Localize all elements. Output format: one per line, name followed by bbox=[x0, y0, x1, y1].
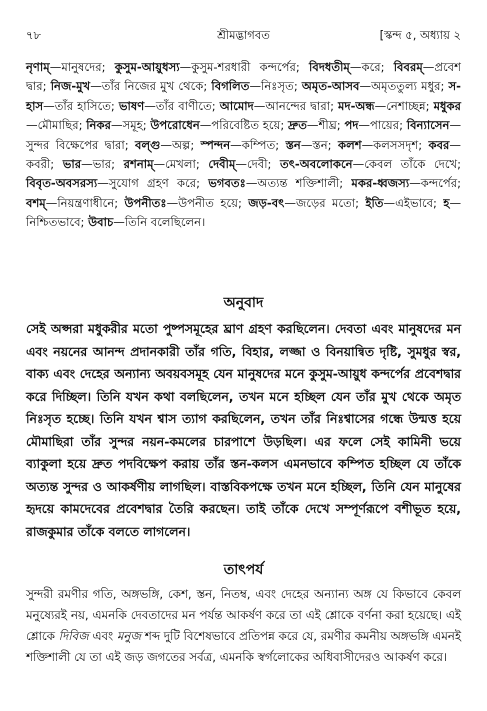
synonym-meaning: নিশ্চিতভাবে; bbox=[26, 215, 85, 230]
synonym-word: বিবরম্ bbox=[393, 60, 423, 74]
synonym-word: উবাচ bbox=[88, 215, 114, 230]
synonym-meaning: কন্দর্পের; bbox=[420, 176, 462, 191]
synonym-word: মদ-অন্ধ bbox=[338, 98, 375, 113]
synonym-meaning: কম্পিত; bbox=[241, 137, 280, 152]
synonym-meaning: কবরী; bbox=[26, 157, 55, 172]
purport-text bbox=[26, 584, 461, 668]
synonym-word: দ্রুত bbox=[288, 118, 307, 133]
synonym-meaning: ভার; bbox=[92, 157, 116, 172]
purport-part: সুন্দরী রমণীর গতি, অঙ্গভঙ্গি, কেশ, স্তন, নিতম্ব, এবং দেহের অন্যান্য অঙ্গ যে কিভাবে কেবল মনুষ্যেরই নয়, এমনকি দেবতাদের মন পর্যন্ত আকর্ষণ করে তা এই শ্লোকে বর্ণনা করা হয়েছে। এই শ্লোকে bbox=[26, 587, 461, 643]
synonym-word: জড়-বৎ bbox=[248, 195, 285, 210]
synonym-word: স্পন্দন bbox=[200, 137, 231, 152]
synonym-word: দেবীম্ bbox=[208, 157, 236, 172]
synonym-meaning: মৌমাছির; bbox=[37, 118, 83, 133]
synonym-word: রশনাম্ bbox=[123, 157, 154, 172]
synonym-meaning: তাঁর নিজের মুখ থেকে; bbox=[101, 79, 208, 94]
synonym-word: উপনীতঃ bbox=[124, 195, 167, 210]
synonym-word: হ bbox=[443, 195, 450, 210]
synonym-meaning: তাঁর বাণীতে; bbox=[155, 98, 216, 113]
synonym-word: বশম্ bbox=[26, 195, 46, 210]
translation-text: সেই অপ্সরা মধুকরীর মতো পুষ্পসমূহের ঘ্রাণ গ্রহণ করছিলেন। দেবতা এবং মানুষদের মন এবং নয়নের আনন্দ প্রদানকারী তাঁর গতি, বিহার, লজ্জা ও বিনয়ান্বিত দৃষ্টি, সুমধুর স্বর, বাক্য এবং দেহের অন্যান্য অবয়বসমূহ যেন মানুষদের মনে কুসুম-আয়ুধ কন্দর্পের প্রবেশদ্বার করে দিচ্ছিল। তিনি যখন কথা বলছিলেন, তখন মনে হচ্ছিল যেন তাঁর মুখ থেকে অমৃত নিঃসৃত হচ্ছে। তিনি যখন শ্বাস ত্যাগ করছিলেন, তখন তাঁর নিঃশ্বাসের গন্ধে উন্মত্ত হয়ে মৌমাছিরা তাঁর সুন্দর নয়ন-কমলের চারপাশে উড়ছিল। এর ফলে সেই কামিনী ভয়ে ব্যাকুলা হয়ে দ্রুত পদবিক্ষেপ করায় তাঁর স্তন-কলস এমনভাবে কম্পিত হচ্ছিল যে তাঁকে অত্যন্ত সুন্দর ও আকর্ষণীয় লাগছিল। বাস্তবিকপক্ষে তখন মনে হচ্ছিল, তিনি যেন মানুষের হৃদয়ে কামদেবের প্রবেশদ্বার তৈরি করছেন। তাই তাঁকে দেখে সম্পূর্ণরূপে বশীভূত হয়ে, রাজকুমার তাঁকে বলতে লাগলেন। bbox=[26, 321, 461, 539]
purport-part: এবং bbox=[92, 629, 114, 643]
synonym-word: নিজ-মুখ bbox=[50, 79, 91, 94]
translation-heading: অনুবাদ bbox=[223, 295, 264, 311]
synonym-word: বিবৃত-অবসরস্য bbox=[26, 176, 98, 191]
synonym-meaning: জড়ের মতো; bbox=[295, 195, 360, 210]
synonym-meaning: শীঘ্র; bbox=[318, 118, 341, 133]
synonym-meaning: আনন্দের দ্বারা; bbox=[265, 98, 335, 113]
synonym-word: মকর-ধ্বজস্য bbox=[351, 176, 410, 191]
purport-heading: তাৎপর্য bbox=[223, 562, 264, 578]
synonym-word: অমৃত-আসব bbox=[301, 79, 360, 94]
synonym-meaning: অল্প; bbox=[172, 137, 195, 152]
synonym-word: কলশ bbox=[337, 137, 362, 152]
synonym-meaning: স্তন; bbox=[312, 137, 332, 152]
synonym-word: কুসুম-আয়ুধস্য bbox=[114, 60, 180, 74]
synonym-meaning: নিঃসৃত; bbox=[261, 79, 298, 94]
synonym-word: বল্গু bbox=[135, 137, 161, 152]
synonym-meaning: কুসুম-শরধারী কন্দর্পের; bbox=[191, 60, 300, 74]
synonym-meaning: নিয়ন্ত্রণাধীনে; bbox=[57, 195, 119, 210]
synonym-meaning: এইভাবে; bbox=[395, 195, 437, 210]
synonym-meaning: দেবী; bbox=[246, 157, 272, 172]
synonym-meaning: নেশাচ্ছন্ন; bbox=[386, 98, 430, 113]
synonym-meaning: অত্যন্ত শক্তিশালী; bbox=[257, 176, 344, 191]
synonym-meaning: কেবল তাঁকে দেখে; bbox=[364, 157, 462, 172]
synonym-word: কবর bbox=[428, 137, 450, 152]
synonym-word: ভগবতঃ bbox=[208, 176, 246, 191]
purport-term: দিবিজ bbox=[58, 629, 89, 643]
synonym-meaning: পায়ের; bbox=[370, 118, 404, 133]
purport-part: শব্দ দুটি বিশেষভাবে প্রতিপন্ন করে যে, রমণীর কমনীয় অঙ্গভঙ্গি এমনই শক্তিশালী যে তা এই জড় জগতের সর্বত্র, এমনকি স্বর্গলোকের অধিবাসীদেরও আকর্ষণ করে। bbox=[26, 629, 461, 664]
synonym-word: বিগলিত bbox=[211, 79, 250, 94]
synonym-word: বিদধতীম্ bbox=[309, 60, 350, 74]
synonym-meaning: তিনি বলেছিলেন। bbox=[124, 215, 206, 230]
synonym-word: ভার bbox=[62, 157, 82, 172]
chapter-reference: [স্কন্দ ৫, অধ্যায় ২ bbox=[379, 28, 461, 42]
synonym-word: নিকর bbox=[86, 118, 111, 133]
synonym-meaning: তাঁর হাসিতে; bbox=[54, 98, 115, 113]
synonym-meaning: মানুষদের; bbox=[61, 60, 106, 74]
synonym-word: মধুকর bbox=[433, 98, 462, 113]
purport-term: মনুজ bbox=[116, 629, 142, 643]
synonym-word: ইতি bbox=[365, 195, 384, 210]
synonym-meaning: সুযোগ গ্রহণ করে; bbox=[108, 176, 201, 191]
synonym-meaning: সমূহ; bbox=[122, 118, 147, 133]
page-number: ৭৮ bbox=[26, 28, 41, 42]
synonym-word: ভাষণ bbox=[118, 98, 145, 113]
synonym-meaning: প্রবেশ দ্বার; bbox=[26, 60, 461, 94]
synonym-meaning: করে; bbox=[361, 60, 385, 74]
synonym-meaning: অমৃততুল্য মধুর; bbox=[371, 79, 445, 94]
synonym-word: স-হাস bbox=[26, 79, 461, 113]
synonym-meaning: মেখলা; bbox=[165, 157, 200, 172]
synonym-meaning: কলসসদৃশ; bbox=[373, 137, 423, 152]
word-for-word-synonyms: নৃণাম্—মানুষদের; কুসুম-আয়ুধস্য—কুসুম-শরধারী কন্দর্পের; বিদধতীম্—করে; বিবরম্—প্রবেশ দ্বার; নিজ-মুখ—তাঁর নিজের মুখ থেকে; বিগলিত—নিঃসৃত; অমৃত-আসব—অমৃততুল্য মধুর; স-হাস—তাঁর হাসিতে; ভাষণ—তাঁর বাণীতে; আমোদ—আনন্দের দ্বারা; মদ-অন্ধ—নেশাচ্ছন্ন; মধুকর—মৌমাছির; নিকর—সমূহ; উপরোধেন—পরিবেষ্টিত হয়ে; দ্রুত—শীঘ্র; পদ—পায়ের; বিন্যাসেন—সুন্দর বিক্ষেপের দ্বারা; বল্গু—অল্প; স্পন্দন—কম্পিত; স্তন—স্তন; কলশ—কলসসদৃশ; কবর—কবরী; ভার—ভার; রশনাম্—মেখলা; দেবীম্—দেবী; তৎ-অবলোকনে—কেবল তাঁকে দেখে; বিবৃত-অবসরস্য—সুযোগ গ্রহণ করে; ভগবতঃ—অত্যন্ত শক্তিশালী; মকর-ধ্বজস্য—কন্দর্পের; বশম্—নিয়ন্ত্রণাধীনে; উপনীতঃ—উপনীত হয়ে; জড়-বৎ—জড়ের মতো; ইতি—এইভাবে; হ—নিশ্চিতভাবে; উবাচ—তিনি বলেছিলেন। bbox=[26, 60, 462, 230]
synonym-word: পদ bbox=[344, 118, 359, 133]
synonym-word: বিন্যাসেন bbox=[406, 118, 450, 133]
book-title: শ্রীমদ্ভাগবত bbox=[217, 28, 270, 42]
synonym-meaning: সুন্দর বিক্ষেপের দ্বারা; bbox=[26, 137, 129, 152]
synonym-word: তৎ-অবলোকনে bbox=[280, 157, 353, 172]
synonym-meaning: উপনীত হয়ে; bbox=[178, 195, 242, 210]
synonym-word: আমোদ bbox=[219, 98, 254, 113]
synonym-word: উপরোধেন bbox=[150, 118, 200, 133]
synonym-word: নৃণাম্ bbox=[26, 60, 50, 74]
synonym-meaning: পরিবেষ্টিত হয়ে; bbox=[211, 118, 285, 133]
synonym-word: স্তন bbox=[285, 137, 301, 152]
page-header bbox=[26, 26, 461, 44]
